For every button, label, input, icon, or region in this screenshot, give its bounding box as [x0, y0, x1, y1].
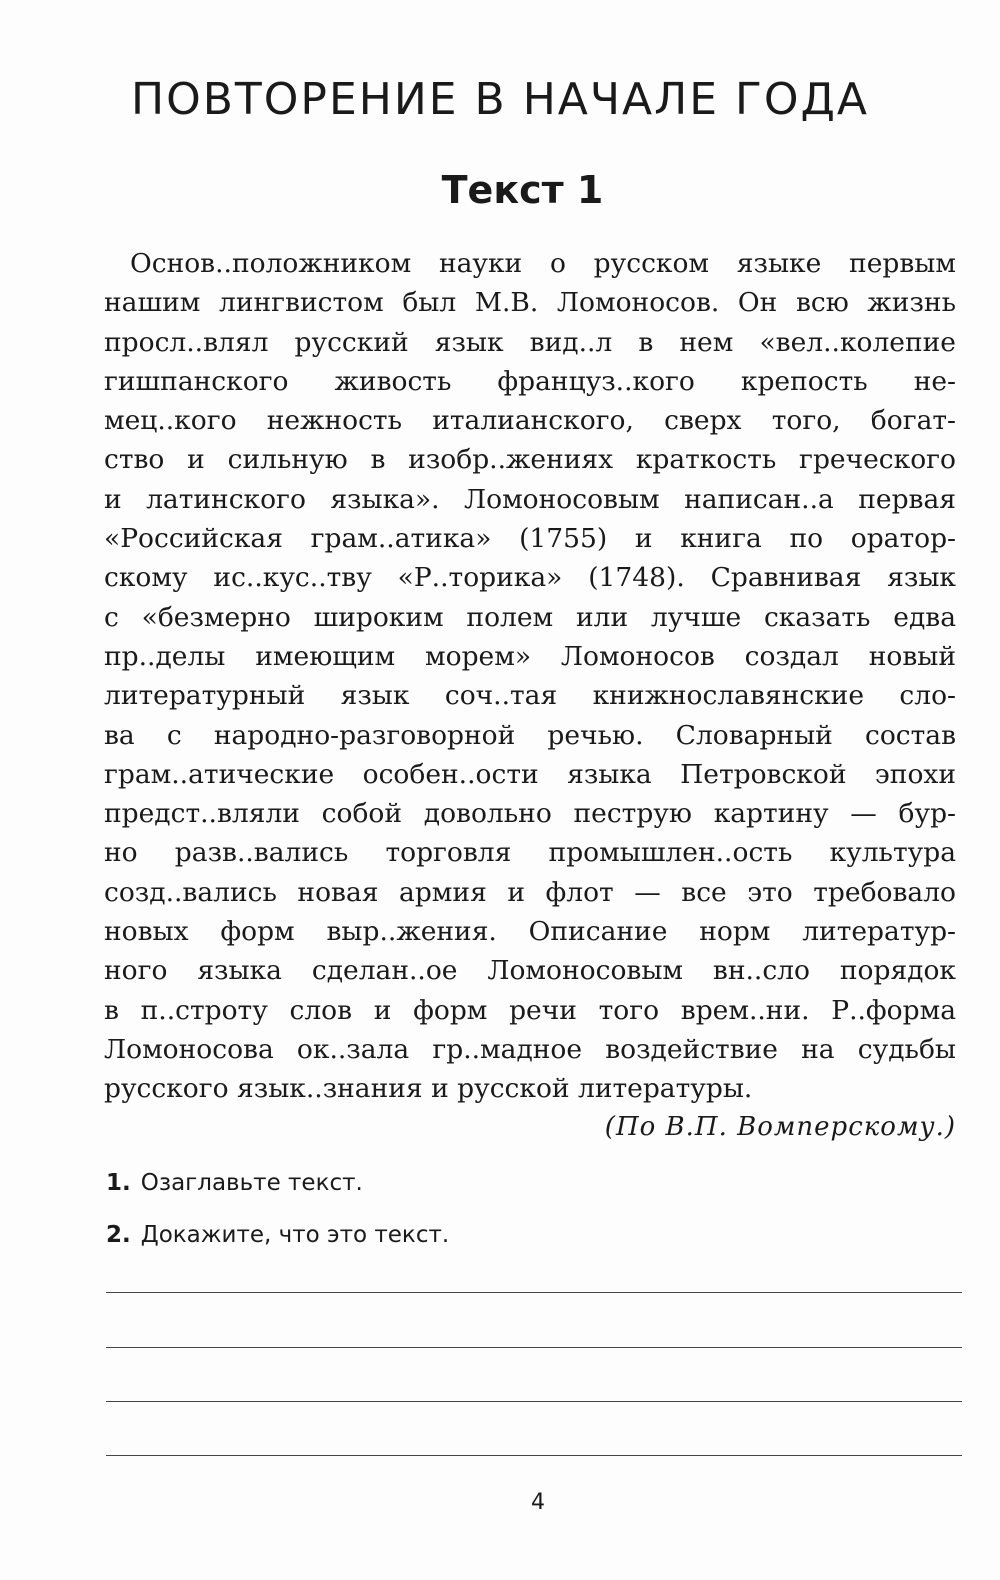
attribution: (По В.П. Вомперскому.) — [604, 1112, 956, 1142]
text-line: грам..атические особен..ости языка Петровской эпохи — [104, 758, 956, 790]
answer-line[interactable] — [106, 1292, 962, 1293]
text-line: новых форм выр..жения. Описание норм литератур- — [104, 916, 956, 948]
text-line: ва с народно-разговорной речью. Словарный состав — [104, 719, 956, 751]
text-line: «Российская грам..атика» (1755) и книга по оратор- — [104, 523, 956, 555]
text-line: русского язык..знания и русской литературы. — [104, 1073, 753, 1105]
text-line: пр..делы имеющим морем» Ломоносов создал новый — [104, 640, 956, 672]
task-number: 1. — [106, 1170, 131, 1196]
text-title: Текст 1 — [441, 168, 604, 212]
page-number: 4 — [531, 1490, 545, 1515]
task-2 — [106, 1222, 449, 1248]
task-text: Озаглавьте текст. — [140, 1170, 363, 1196]
text-line: мец..кого нежность италианского, сверх того, богат- — [104, 405, 956, 437]
text-line: предст..вляли собой довольно пеструю картину — бур- — [104, 798, 956, 830]
answer-line[interactable] — [106, 1347, 962, 1348]
text-line: в п..строту слов и форм речи того врем..ни. Р..форма — [104, 994, 956, 1026]
text-line: Основ..положником науки о русском языке первым — [130, 248, 956, 279]
text-line: ного языка сделан..ое Ломоносовым вн..сло порядок — [104, 955, 956, 987]
text-line: но разв..вались торговля промышлен..ость культура — [104, 837, 956, 869]
task-number: 2. — [106, 1222, 131, 1248]
task-1 — [106, 1170, 363, 1196]
exercise-text — [104, 244, 956, 1109]
text-line: созд..вались новая армия и флот — все это требовало — [104, 876, 956, 908]
text-line: Ломоносова ок..зала гр..мадное воздействие на судьбы — [104, 1033, 956, 1065]
text-line: и латинского языка». Ломоносовым написан..а первая — [104, 483, 956, 515]
text-line: скому ис..кус..тву «Р..торика» (1748). Сравнивая язык — [104, 562, 956, 594]
text-line: просл..влял русский язык вид..л в нем «вел..колепие — [104, 326, 956, 358]
answer-line[interactable] — [106, 1401, 962, 1402]
text-line: с «безмерно широким полем или лучше сказать едва — [104, 601, 956, 633]
answer-line[interactable] — [106, 1455, 962, 1456]
text-line: нашим лингвистом был М.В. Ломоносов. Он всю жизнь — [104, 287, 956, 319]
text-line: ство и сильную в изобр..жениях краткость греческого — [104, 444, 956, 476]
task-text: Докажите, что это текст. — [140, 1222, 450, 1248]
text-line: литературный язык соч..тая книжнославянские сло- — [104, 680, 956, 712]
text-line: гишпанского живость француз..кого крепость не- — [104, 365, 956, 397]
section-title: ПОВТОРЕНИЕ В НАЧАЛЕ ГОДА — [131, 74, 869, 125]
